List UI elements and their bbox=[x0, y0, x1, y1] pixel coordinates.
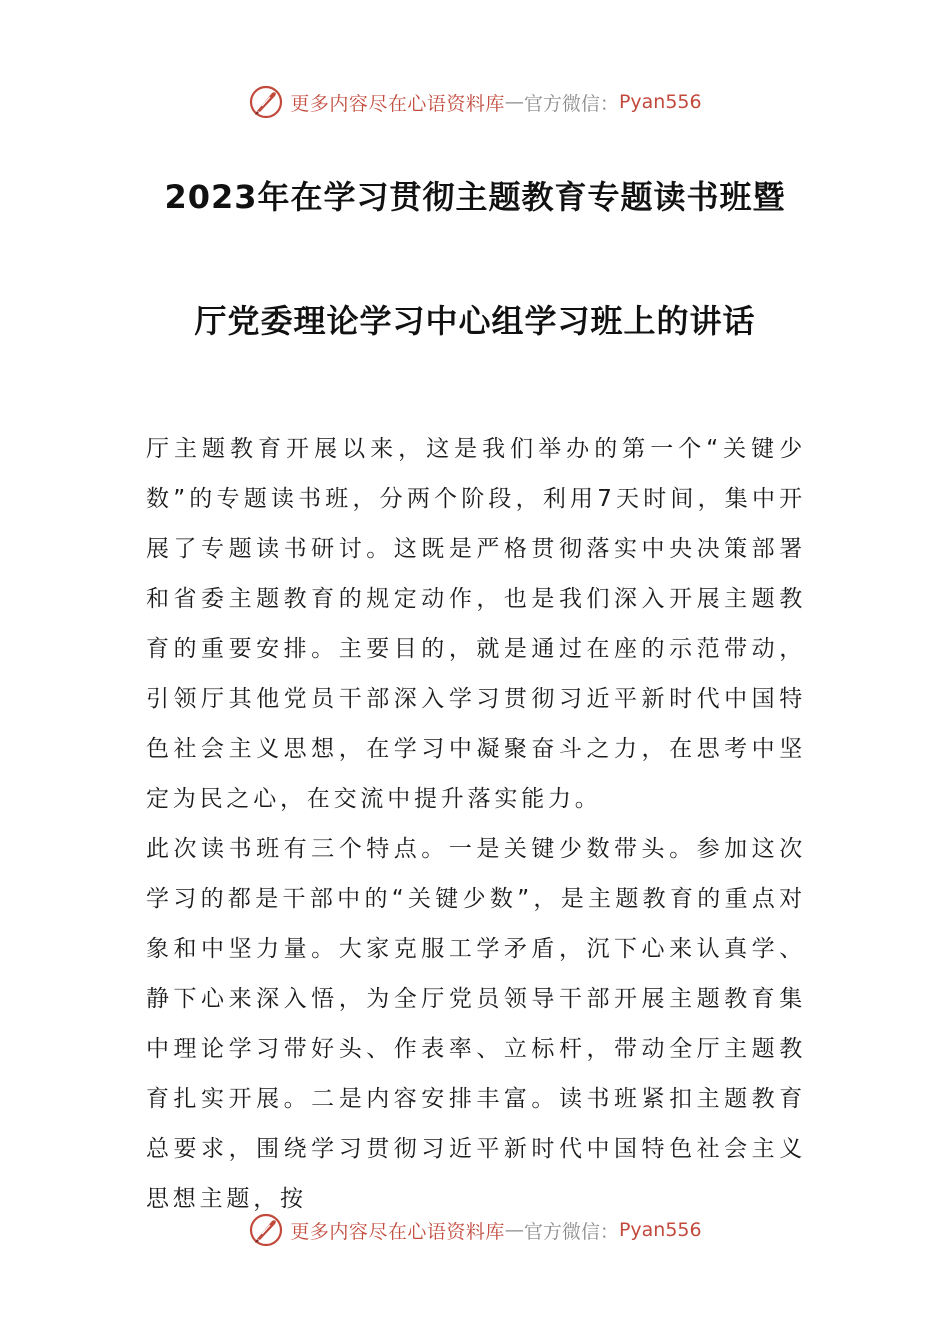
watermark-separator: — bbox=[504, 91, 524, 113]
watermark-label: 官方微信： bbox=[523, 1220, 619, 1243]
watermark-brand-text: 更多内容尽在心语资料库 bbox=[290, 92, 505, 115]
watermark-banner-top bbox=[0, 80, 950, 124]
quill-pen-icon bbox=[248, 1212, 284, 1248]
document-body bbox=[146, 424, 806, 1224]
watermark-brand-text: 更多内容尽在心语资料库 bbox=[290, 1220, 505, 1243]
watermark-label: 官方微信： bbox=[523, 92, 619, 115]
watermark-separator: — bbox=[504, 1219, 524, 1241]
document-title-line-1: 2023年在学习贯彻主题教育专题读书班暨 bbox=[164, 178, 786, 216]
quill-pen-icon bbox=[248, 84, 284, 120]
document-title-line-2: 厅党委理论学习中心组学习班上的讲话 bbox=[194, 302, 756, 340]
watermark-account-id: Pyan556 bbox=[618, 1219, 702, 1241]
watermark-banner-bottom bbox=[0, 1208, 950, 1252]
body-paragraph-2: 此次读书班有三个特点。一是关键少数带头。参加这次学习的都是干部中的“关键少数”，是主题教育的重点对象和中坚力量。大家克服工学矛盾，沉下心来认真学、静下心来深入悟，为全厅党员领导干部开展主题教育集中理论学习带好头、作表率、立标杆，带动全厅主题教育扎实开展。二是内容安排丰富。读书班紧扣主题教育总要求，围绕学习贯彻习近平新时代中国特色社会主义思想主题，按 bbox=[146, 836, 806, 1212]
body-paragraph-1: 厅主题教育开展以来，这是我们举办的第一个“关键少数”的专题读书班，分两个阶段，利用7天时间，集中开展了专题读书研讨。这既是严格贯彻落实中央决策部署和省委主题教育的规定动作，也是我们深入开展主题教育的重要安排。主要目的，就是通过在座的示范带动，引领厅其他党员干部深入学习贯彻习近平新时代中国特色社会主义思想，在学习中凝聚奋斗之力，在思考中坚定为民之心，在交流中提升落实能力。 bbox=[146, 436, 806, 812]
watermark-account-id: Pyan556 bbox=[618, 91, 702, 113]
